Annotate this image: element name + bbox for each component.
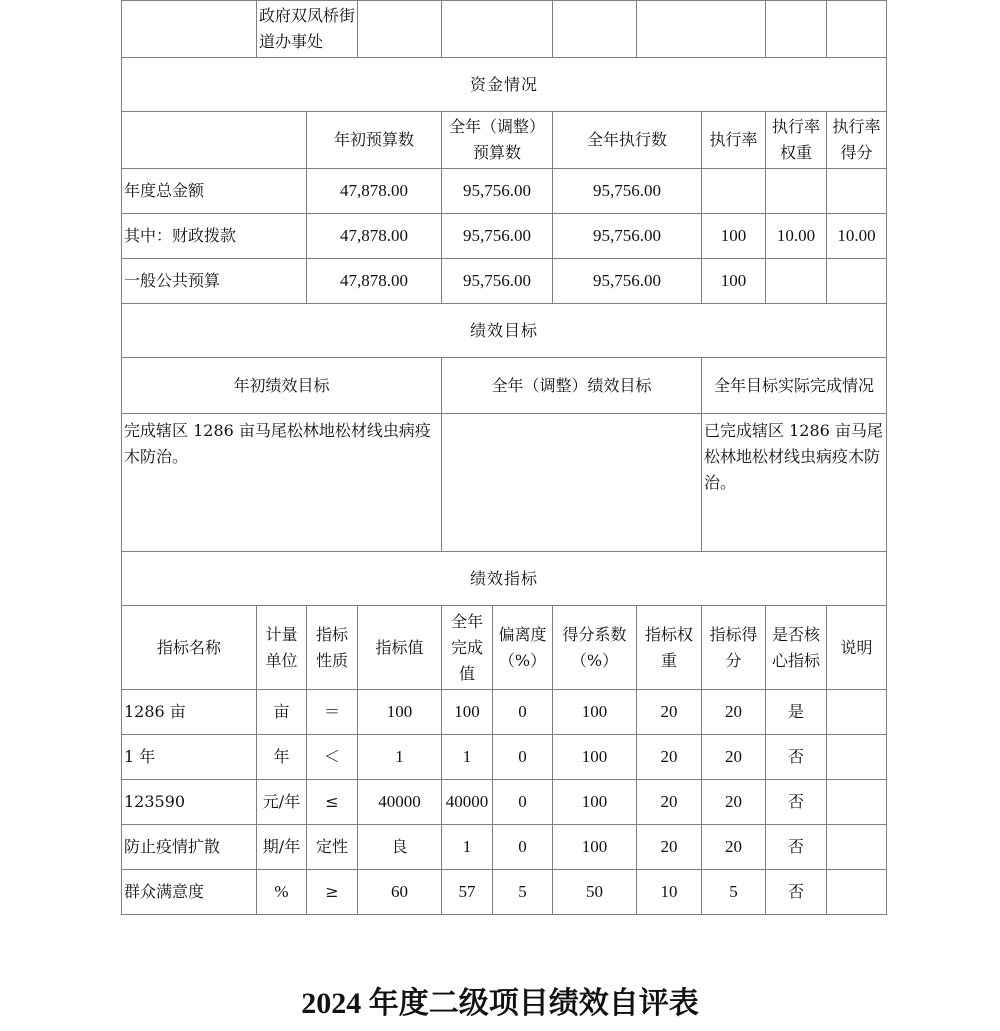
indicator-is-core: 否 xyxy=(766,780,827,825)
indicator-indicator-name: 1 年 xyxy=(122,735,257,780)
indicator-target-value: 40000 xyxy=(358,780,442,825)
indicator-is-core: 否 xyxy=(766,825,827,870)
indicator-weight: 20 xyxy=(637,690,702,735)
indicator-unit: 亩 xyxy=(257,690,307,735)
indicator-unit: 年 xyxy=(257,735,307,780)
indicator-is-core: 否 xyxy=(766,870,827,915)
indicator-nature: 定性 xyxy=(307,825,358,870)
indicator-weight: 20 xyxy=(637,825,702,870)
indicators-header-deviation: 偏离度（%） xyxy=(493,606,553,690)
funding-row xyxy=(122,214,887,259)
indicator-indicator-name: 防止疫情扩散 xyxy=(122,825,257,870)
indicator-deviation: 0 xyxy=(493,780,553,825)
indicator-target-value: 1 xyxy=(358,735,442,780)
indicator-target-value: 良 xyxy=(358,825,442,870)
funding-weight xyxy=(766,259,827,304)
indicator-deviation: 0 xyxy=(493,690,553,735)
indicator-score-coef: 100 xyxy=(553,735,637,780)
funding-label: 一般公共预算 xyxy=(122,259,307,304)
indicator-score: 20 xyxy=(702,735,766,780)
indicator-row xyxy=(122,735,887,780)
indicator-indicator-name: 123590 xyxy=(122,780,257,825)
funding-header-initial: 年初预算数 xyxy=(307,112,442,169)
indicators-header-row xyxy=(122,606,887,690)
indicators-header-note: 说明 xyxy=(827,606,887,690)
indicator-row xyxy=(122,870,887,915)
indicator-target-value: 100 xyxy=(358,690,442,735)
indicator-score: 20 xyxy=(702,825,766,870)
indicator-nature: ＜ xyxy=(307,735,358,780)
indicator-note xyxy=(827,690,887,735)
goals-header-initial: 年初绩效目标 xyxy=(122,358,442,414)
indicator-score: 5 xyxy=(702,870,766,915)
funding-header-score: 执行率得分 xyxy=(827,112,887,169)
funding-initial: 47,878.00 xyxy=(307,169,442,214)
performance-table xyxy=(121,0,887,915)
indicator-actual-value: 100 xyxy=(442,690,493,735)
indicator-weight: 10 xyxy=(637,870,702,915)
goals-header-adjusted: 全年（调整）绩效目标 xyxy=(442,358,702,414)
funding-header-blank xyxy=(122,112,307,169)
funding-label: 年度总金额 xyxy=(122,169,307,214)
indicator-row xyxy=(122,825,887,870)
indicator-actual-value: 1 xyxy=(442,825,493,870)
funding-header-row xyxy=(122,112,887,169)
blank-cell xyxy=(766,1,827,58)
indicator-score-coef: 50 xyxy=(553,870,637,915)
goals-section-title: 绩效目标 xyxy=(122,304,887,358)
indicator-score: 20 xyxy=(702,780,766,825)
indicator-note xyxy=(827,870,887,915)
indicators-header-actual-value: 全年完成值 xyxy=(442,606,493,690)
funding-score xyxy=(827,169,887,214)
funding-header-rate: 执行率 xyxy=(702,112,766,169)
indicators-header-score: 指标得分 xyxy=(702,606,766,690)
funding-score xyxy=(827,259,887,304)
blank-cell xyxy=(442,1,553,58)
goal-adjusted-text xyxy=(442,414,702,552)
funding-header-executed: 全年执行数 xyxy=(553,112,702,169)
funding-section-title: 资金情况 xyxy=(122,58,887,112)
indicators-header-indicator-name: 指标名称 xyxy=(122,606,257,690)
indicator-weight: 20 xyxy=(637,780,702,825)
blank-cell xyxy=(553,1,637,58)
indicator-score: 20 xyxy=(702,690,766,735)
funding-weight xyxy=(766,169,827,214)
funding-header-weight: 执行率权重 xyxy=(766,112,827,169)
indicator-actual-value: 1 xyxy=(442,735,493,780)
funding-executed: 95,756.00 xyxy=(553,214,702,259)
funding-executed: 95,756.00 xyxy=(553,169,702,214)
funding-initial: 47,878.00 xyxy=(307,214,442,259)
next-table-title: 2024 年度二级项目绩效自评表 xyxy=(301,987,699,1020)
indicator-unit: 期/年 xyxy=(257,825,307,870)
blank-cell xyxy=(358,1,442,58)
indicator-is-core: 是 xyxy=(766,690,827,735)
funding-header-adjusted: 全年（调整）预算数 xyxy=(442,112,553,169)
indicator-nature: ＝ xyxy=(307,690,358,735)
funding-row xyxy=(122,259,887,304)
indicator-indicator-name: 群众满意度 xyxy=(122,870,257,915)
indicator-target-value: 60 xyxy=(358,870,442,915)
indicator-score-coef: 100 xyxy=(553,825,637,870)
goals-content-row xyxy=(122,414,887,552)
indicator-unit: 元/年 xyxy=(257,780,307,825)
funding-adjusted: 95,756.00 xyxy=(442,259,553,304)
org-row xyxy=(122,1,887,58)
indicators-header-is-core: 是否核心指标 xyxy=(766,606,827,690)
goal-initial-text: 完成辖区 1286 亩马尾松林地松材线虫病疫木防治。 xyxy=(122,414,442,552)
org-name-cell: 政府双凤桥街道办事处 xyxy=(257,1,358,58)
indicator-weight: 20 xyxy=(637,735,702,780)
indicator-row xyxy=(122,780,887,825)
indicator-score-coef: 100 xyxy=(553,780,637,825)
indicator-actual-value: 57 xyxy=(442,870,493,915)
blank-cell xyxy=(827,1,887,58)
indicator-unit: % xyxy=(257,870,307,915)
indicator-deviation: 5 xyxy=(493,870,553,915)
indicator-actual-value: 40000 xyxy=(442,780,493,825)
funding-rate: 100 xyxy=(702,259,766,304)
indicator-row xyxy=(122,690,887,735)
funding-initial: 47,878.00 xyxy=(307,259,442,304)
indicator-deviation: 0 xyxy=(493,735,553,780)
funding-rate xyxy=(702,169,766,214)
funding-row xyxy=(122,169,887,214)
indicator-note xyxy=(827,780,887,825)
org-blank-cell xyxy=(122,1,257,58)
indicators-section-title: 绩效指标 xyxy=(122,552,887,606)
funding-executed: 95,756.00 xyxy=(553,259,702,304)
indicator-score-coef: 100 xyxy=(553,690,637,735)
blank-cell xyxy=(637,1,766,58)
funding-rate: 100 xyxy=(702,214,766,259)
indicator-note xyxy=(827,825,887,870)
indicator-is-core: 否 xyxy=(766,735,827,780)
funding-adjusted: 95,756.00 xyxy=(442,169,553,214)
funding-score: 10.00 xyxy=(827,214,887,259)
funding-weight: 10.00 xyxy=(766,214,827,259)
indicator-deviation: 0 xyxy=(493,825,553,870)
indicators-header-score-coef: 得分系数（%） xyxy=(553,606,637,690)
indicators-header-nature: 指标性质 xyxy=(307,606,358,690)
funding-adjusted: 95,756.00 xyxy=(442,214,553,259)
goal-actual-text: 已完成辖区 1286 亩马尾松林地松材线虫病疫木防治。 xyxy=(702,414,887,552)
indicator-indicator-name: 1286 亩 xyxy=(122,690,257,735)
indicator-nature: ≥ xyxy=(307,870,358,915)
indicators-header-weight: 指标权重 xyxy=(637,606,702,690)
indicator-note xyxy=(827,735,887,780)
indicator-nature: ≤ xyxy=(307,780,358,825)
funding-label: 其中：财政拨款 xyxy=(122,214,307,259)
indicators-header-unit: 计量单位 xyxy=(257,606,307,690)
indicators-header-target-value: 指标值 xyxy=(358,606,442,690)
goals-header-row xyxy=(122,358,887,414)
goals-header-actual: 全年目标实际完成情况 xyxy=(702,358,887,414)
